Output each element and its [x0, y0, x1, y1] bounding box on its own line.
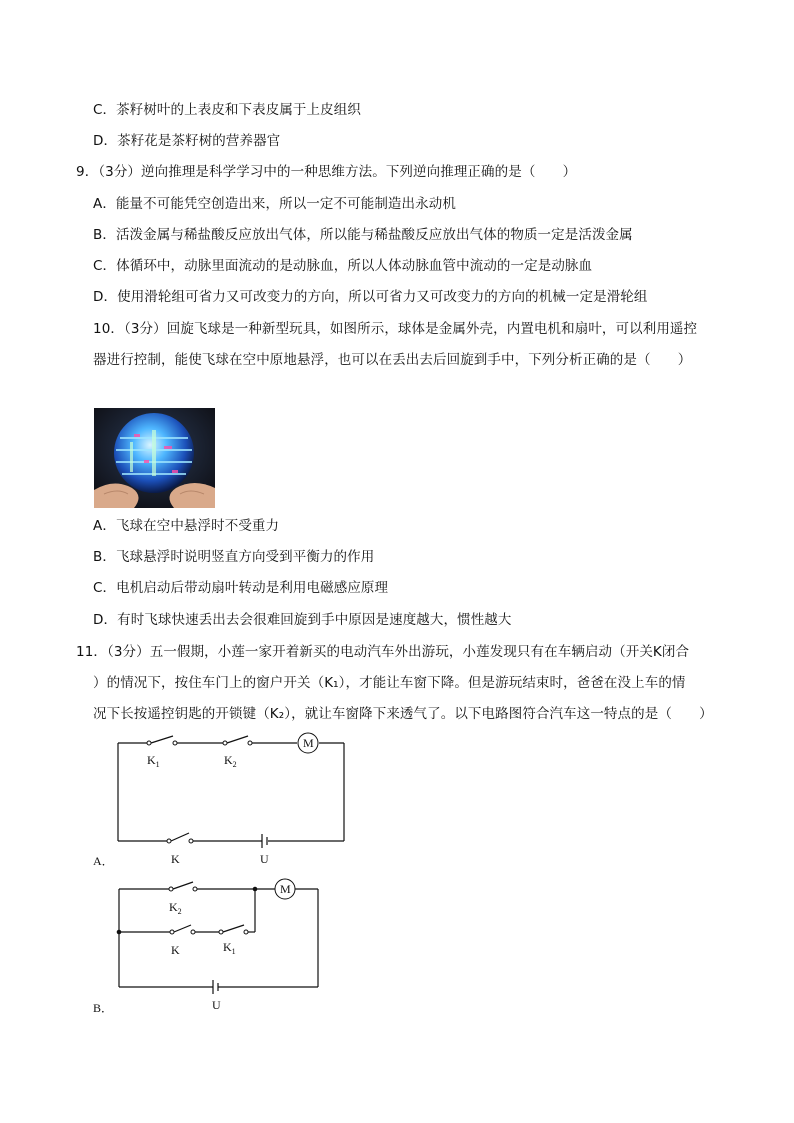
svg-text:K1: $K_1$ [223, 940, 236, 956]
option-10d: D．有时飞球快速丢出去会很难回旋到手中原因是速度越大，惯性越大 [93, 612, 512, 628]
question-9: 9．（3分）逆向推理是科学学习中的一种思维方法。下列逆向推理正确的是（ ） [76, 164, 577, 180]
switch-k1-label: K [147, 753, 156, 767]
circuit-diagram-b [85, 877, 355, 1017]
option-9d: D．使用滑轮组可省力又可改变力的方向，所以可省力又可改变力的方向的机械一定是滑轮组 [93, 289, 648, 305]
option-8d: D．茶籽花是茶籽树的营养器官 [93, 133, 281, 149]
battery-u-label: U [212, 998, 221, 1012]
question-11-line2: ）的情况下，按住车门上的窗户开关（K₁），才能让车窗下降。但是游玩结束时，爸爸在没上车的情 [93, 675, 686, 691]
circuit-diagram-a [85, 730, 355, 870]
battery-u-label: U [260, 852, 269, 866]
option-9c: C．体循环中，动脉里面流动的是动脉血，所以人体动脉血管中流动的一定是动脉血 [93, 258, 593, 274]
motor-label: M [280, 882, 291, 896]
question-11-line3: 况下长按遥控钥匙的开锁键（K₂），就让车窗降下来透气了。以下电路图符合汽车这一特点的是（ ） [93, 706, 713, 722]
flying-ball-photo [94, 408, 215, 508]
switch-k-label: K [171, 852, 180, 866]
question-10-line2: 器进行控制，能使飞球在空中原地悬浮，也可以在丢出去后回旋到手中，下列分析正确的是（ ） [93, 352, 692, 368]
option-10c: C．电机启动后带动扇叶转动是利用电磁感应原理 [93, 580, 389, 596]
option-9b: B．活泼金属与稀盐酸反应放出气体，所以能与稀盐酸反应放出气体的物质一定是活泼金属 [93, 227, 633, 243]
motor-label: M [303, 736, 314, 750]
svg-text:K2: $K_2$ [224, 753, 237, 769]
option-8c: C．茶籽树叶的上表皮和下表皮属于上皮组织 [93, 102, 361, 118]
svg-text:K1: $K_1$ [147, 753, 160, 769]
svg-text:K2: $K_2$ [169, 900, 182, 916]
switch-k-label: K [171, 943, 180, 957]
switch-k2-label: K [169, 900, 178, 914]
option-9a: A．能量不可能凭空创造出来，所以一定不可能制造出永动机 [93, 196, 456, 212]
switch-k1-label: K [223, 940, 232, 954]
option-10b: B．飞球悬浮时说明竖直方向受到平衡力的作用 [93, 549, 375, 565]
option-11a-label: A． [93, 854, 114, 868]
question-10-line1: 10．（3分）回旋飞球是一种新型玩具，如图所示，球体是金属外壳，内置电机和扇叶，可以利用遥控 [93, 321, 698, 337]
question-11-line1: 11．（3分）五一假期，小莲一家开着新买的电动汽车外出游玩，小莲发现只有在车辆启动（开关K闭合 [76, 644, 690, 660]
option-11b-label: B． [93, 1001, 114, 1015]
option-10a: A．飞球在空中悬浮时不受重力 [93, 518, 280, 534]
switch-k2-label: K [224, 753, 233, 767]
